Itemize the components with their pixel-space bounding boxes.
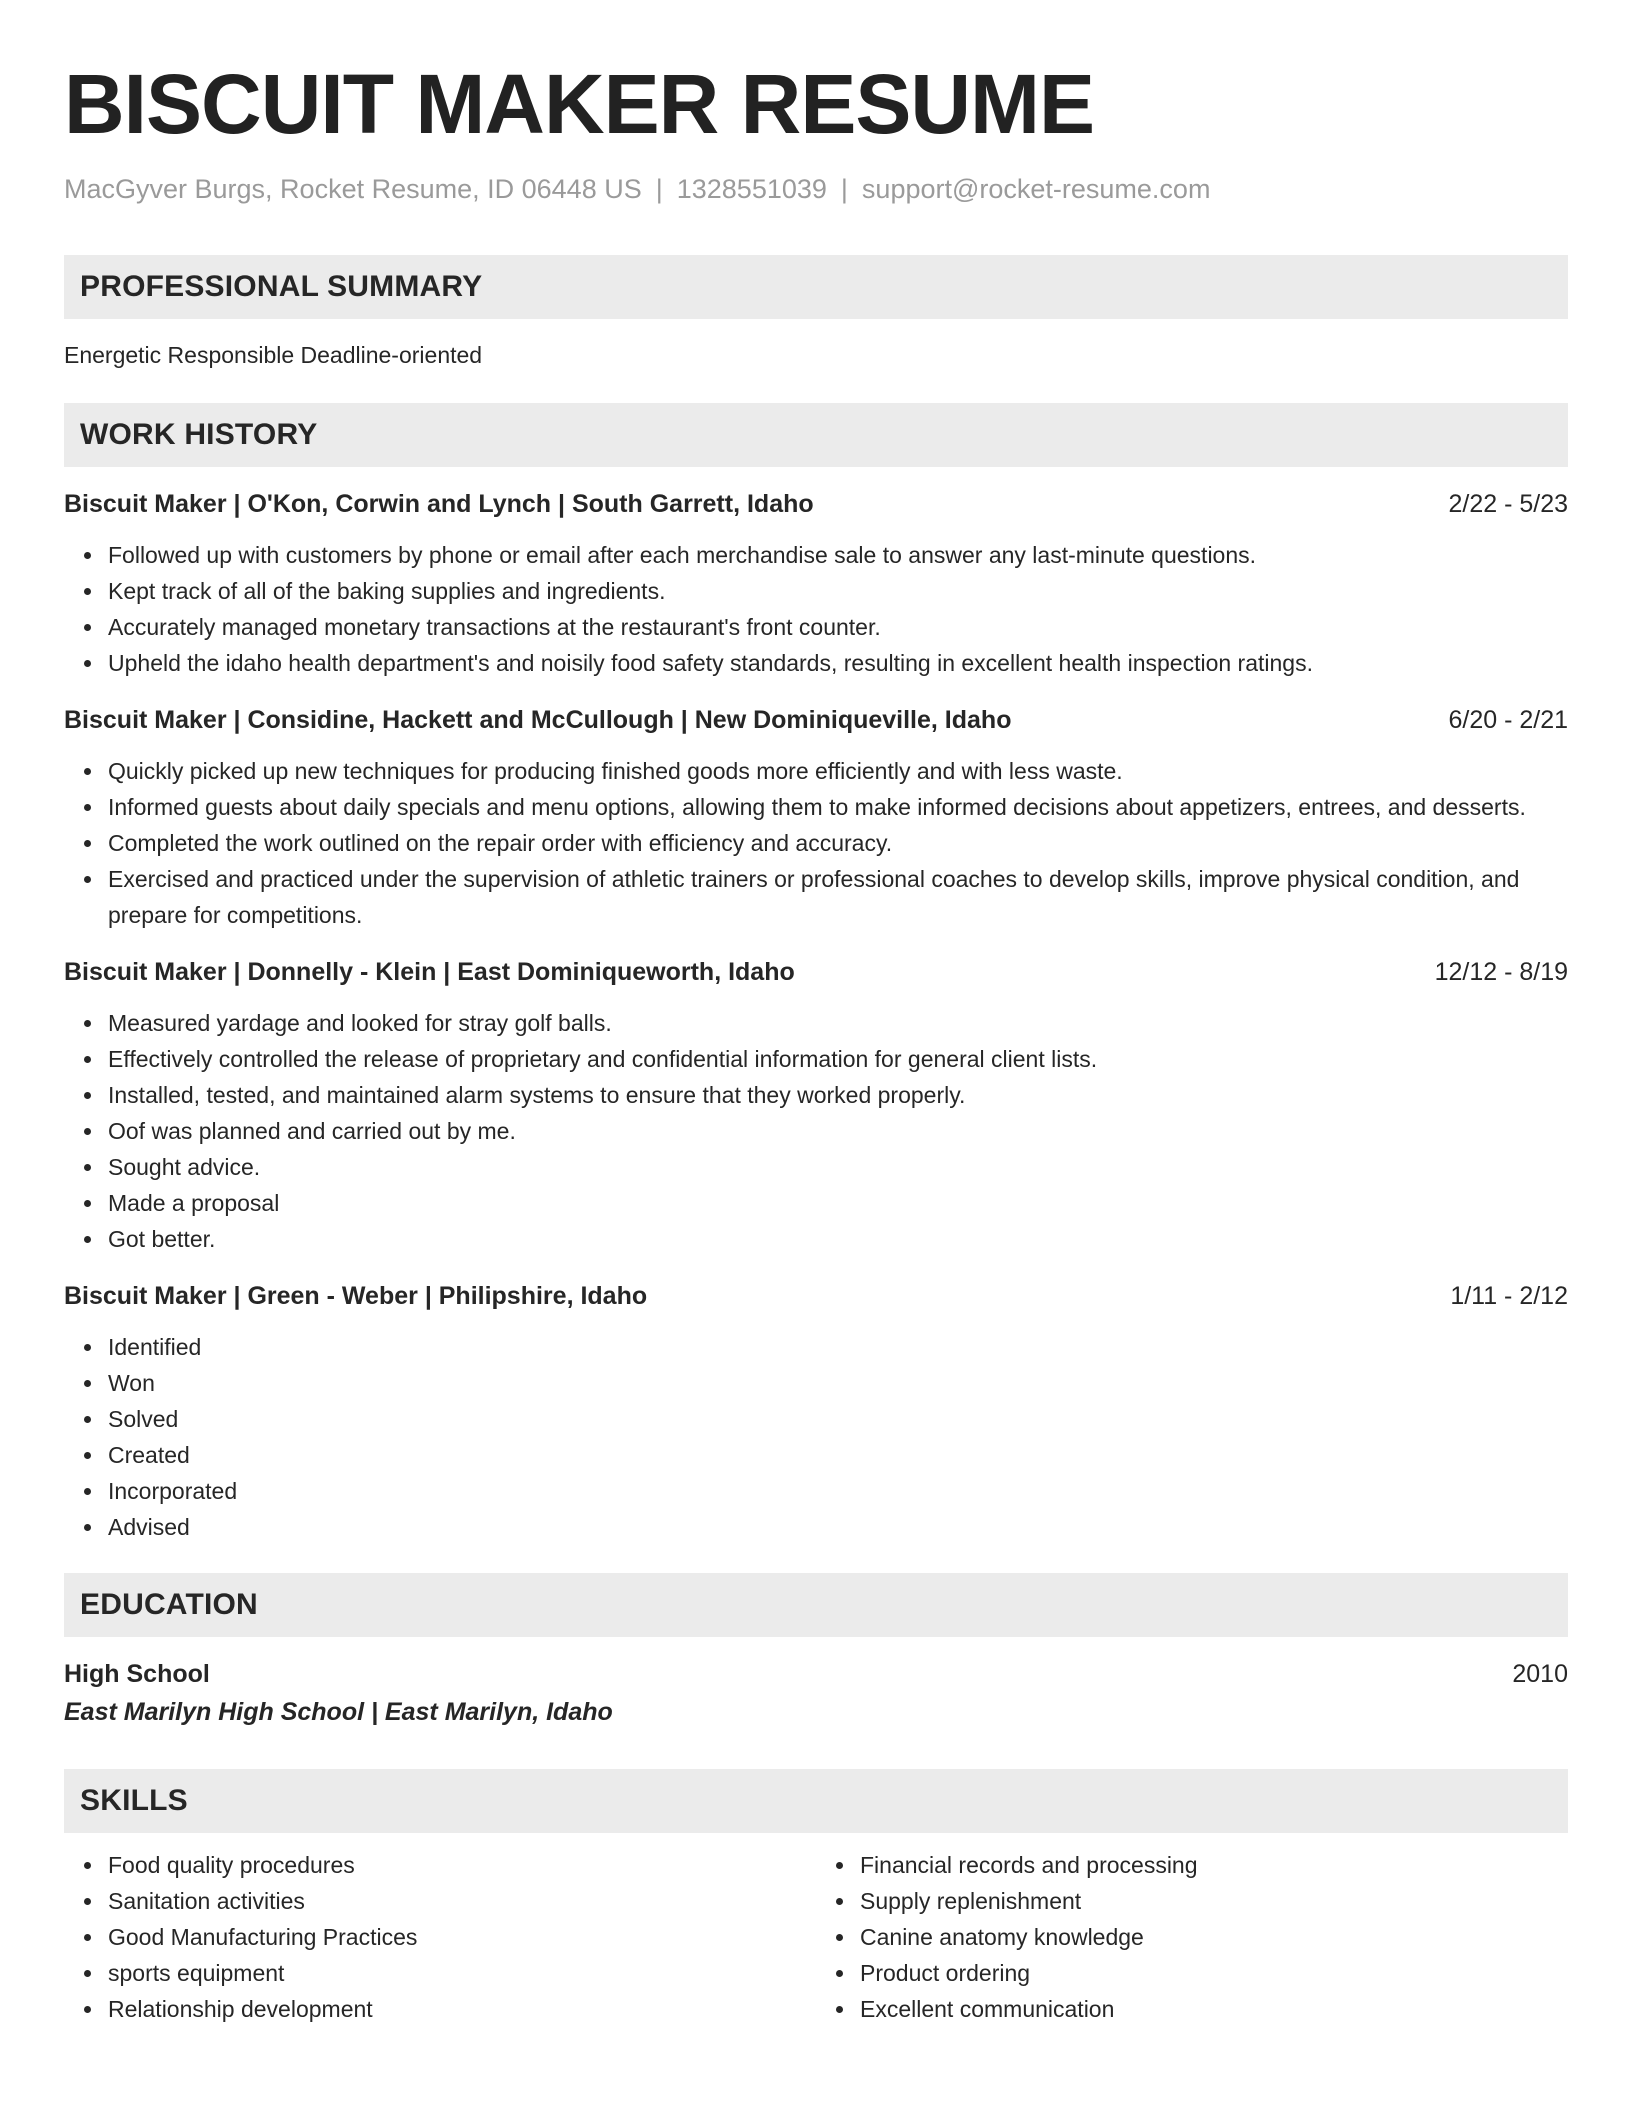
contact-separator: | [840, 174, 848, 204]
job-entry [64, 703, 1568, 933]
job-title: Biscuit Maker | Considine, Hackett and McCullough | New Dominiqueville, Idaho [64, 706, 1012, 735]
job-title: Biscuit Maker | O'Kon, Corwin and Lynch | South Garrett, Idaho [64, 490, 814, 519]
section-header-summary: PROFESSIONAL SUMMARY [64, 255, 1568, 319]
skill-item: Supply replenishment [860, 1883, 1568, 1919]
job-bullet: Completed the work outlined on the repair order with efficiency and accuracy. [108, 825, 1568, 861]
job-bullet-list [64, 753, 1568, 933]
job-entry [64, 487, 1568, 681]
job-bullet: Exercised and practiced under the supervision of athletic trainers or professional coaches to develop skills, improve physical condition, and prepare for competitions. [108, 861, 1568, 933]
skill-item: Relationship development [108, 1991, 816, 2027]
contact-phone: 1328551039 [676, 174, 827, 204]
job-dates: 6/20 - 2/21 [1448, 706, 1568, 735]
skill-item: Product ordering [860, 1955, 1568, 1991]
education-year: 2010 [1512, 1660, 1568, 1689]
education-entry [64, 1657, 1568, 1729]
skills-list-right [816, 1847, 1568, 2027]
skill-item: Sanitation activities [108, 1883, 816, 1919]
skill-item: sports equipment [108, 1955, 816, 1991]
job-bullet: Incorporated [108, 1473, 1568, 1509]
skill-item: Good Manufacturing Practices [108, 1919, 816, 1955]
job-bullet: Solved [108, 1401, 1568, 1437]
job-bullet: Upheld the idaho health department's and noisily food safety standards, resulting in excellent health inspection ratings. [108, 645, 1568, 681]
job-bullet: Installed, tested, and maintained alarm systems to ensure that they worked properly. [108, 1077, 1568, 1113]
summary-text: Energetic Responsible Deadline-oriented [64, 342, 483, 369]
job-header [64, 955, 1568, 989]
job-bullet: Won [108, 1365, 1568, 1401]
job-bullet: Effectively controlled the release of proprietary and confidential information for general client lists. [108, 1041, 1568, 1077]
job-bullet-list [64, 1005, 1568, 1257]
job-bullet: Followed up with customers by phone or email after each merchandise sale to answer any last-minute questions. [108, 537, 1568, 573]
job-bullet: Accurately managed monetary transactions at the restaurant's front counter. [108, 609, 1568, 645]
job-bullet: Identified [108, 1329, 1568, 1365]
contact-line [64, 173, 1568, 205]
section-header-work-history: WORK HISTORY [64, 403, 1568, 467]
section-header-education: EDUCATION [64, 1573, 1568, 1637]
skills-list-left [64, 1847, 816, 2027]
job-header [64, 1279, 1568, 1313]
skill-item: Excellent communication [860, 1991, 1568, 2027]
job-bullet: Created [108, 1437, 1568, 1473]
job-title: Biscuit Maker | Green - Weber | Philipshire, Idaho [64, 1282, 648, 1311]
job-bullet: Measured yardage and looked for stray golf balls. [108, 1005, 1568, 1041]
job-bullet: Advised [108, 1509, 1568, 1545]
resume-title: BISCUIT MAKER RESUME [64, 57, 1095, 151]
job-title: Biscuit Maker | Donnelly - Klein | East Dominiqueworth, Idaho [64, 958, 795, 987]
skills-columns [64, 1847, 1568, 2027]
skill-item: Financial records and processing [860, 1847, 1568, 1883]
job-dates: 2/22 - 5/23 [1448, 490, 1568, 519]
job-bullet-list [64, 1329, 1568, 1545]
job-dates: 12/12 - 8/19 [1434, 958, 1568, 987]
job-header [64, 703, 1568, 737]
contact-email: support@rocket-resume.com [861, 174, 1211, 204]
job-bullet: Quickly picked up new techniques for producing finished goods more efficiently and with less waste. [108, 753, 1568, 789]
education-degree: High School [64, 1660, 210, 1689]
job-entry [64, 955, 1568, 1257]
skill-item: Food quality procedures [108, 1847, 816, 1883]
job-bullet: Got better. [108, 1221, 1568, 1257]
contact-separator: | [655, 174, 663, 204]
job-bullet: Sought advice. [108, 1149, 1568, 1185]
skill-item: Canine anatomy knowledge [860, 1919, 1568, 1955]
job-bullet: Informed guests about daily specials and menu options, allowing them to make informed decisions about appetizers, entrees, and desserts. [108, 789, 1568, 825]
job-bullet: Kept track of all of the baking supplies and ingredients. [108, 573, 1568, 609]
job-header [64, 487, 1568, 521]
job-bullet-list [64, 537, 1568, 681]
contact-address: MacGyver Burgs, Rocket Resume, ID 06448 US [64, 174, 642, 204]
job-bullet: Oof was planned and carried out by me. [108, 1113, 1568, 1149]
education-header [64, 1657, 1568, 1691]
job-dates: 1/11 - 2/12 [1450, 1282, 1568, 1311]
job-bullet: Made a proposal [108, 1185, 1568, 1221]
section-header-skills: SKILLS [64, 1769, 1568, 1833]
job-entry [64, 1279, 1568, 1545]
education-school: East Marilyn High School | East Marilyn, Idaho [64, 1698, 613, 1727]
